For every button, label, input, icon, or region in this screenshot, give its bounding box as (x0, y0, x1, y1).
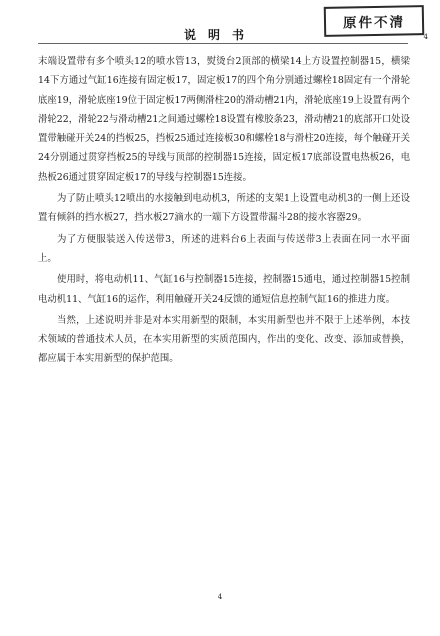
document-title: 说明书 (183, 28, 256, 42)
header-page-number: 4 (423, 33, 428, 41)
footer-page-number: 4 (217, 593, 223, 601)
paragraph: 使用时，将电动机11、气缸16与控制器15连接，控制器15通电，通过控制器15控制电动机11、气缸16的运作，利用触碰开关24反馈的通短信息控制气缸16的推进力度。 (38, 274, 410, 305)
paragraph: 当然，上述说明并非是对本实用新型的限制，本实用新型也并不限于上述举例，本技术领域的普通技术人员，在本实用新型的实质范围内，作出的变化、改变、添加或替换，都应属于本实用新型的保护范围。 (38, 314, 410, 365)
paragraph: 为了方便服装送入传送带3，所述的进料台6上表面与传送带3上表面在同一水平面上。 (38, 233, 410, 264)
paragraph: 为了防止喷头12喷出的水接触到电动机3，所述的支架1上设置电动机3的一侧上还设置有倾斜的挡水板27，挡水板27滴水的一端下方设置带漏斗28的接水容器29。 (38, 193, 410, 224)
stamp-text: 原件不清 (342, 14, 406, 32)
body-text (38, 52, 410, 371)
stamp (324, 5, 425, 37)
paragraph: 末端设置带有多个喷头12的喷水管13，熨烫台2顶部的横梁14上方设置控制器15，横梁14下方通过气缸16连接有固定板17，固定板17的四个角分别通过螺栓18固定有一个滑轮底座19，滑轮底座19位于固定板17两侧滑柱20的滑动槽21内，滑轮底座19上设置有两个滑轮22，滑轮22与滑动槽21之间通过螺栓18设置有橡胶条23，滑动槽21的底部开口处设置带触碰开关24的挡板25，挡板25通过连接板30和螺栓18与滑柱20连接，每个触碰开关24分别通过贯穿挡板25的导线与顶部的控制器15连接，固定板17底部设置电热板26，电热板26通过贯穿固定板17的导线与控制器15连接。 (38, 56, 410, 183)
header-divider (38, 43, 408, 44)
